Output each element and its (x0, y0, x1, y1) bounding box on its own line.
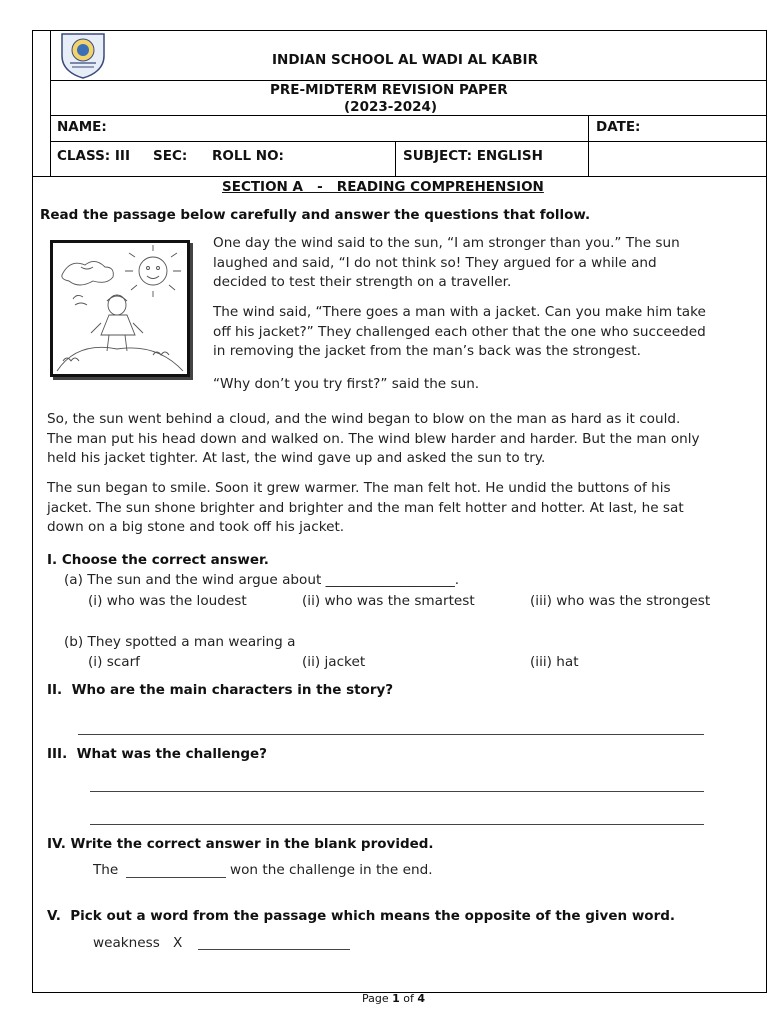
subject-label: SUBJECT: ENGLISH (403, 148, 543, 164)
header-cell-divider (395, 141, 396, 177)
passage-line: held his jacket tighter. At last, the wind gave up and asked the sun to try. (47, 450, 546, 466)
name-label: NAME: (57, 119, 107, 135)
header-divider (50, 80, 767, 81)
question-5-word: weakness (93, 935, 160, 951)
question-1b-option-3: (iii) hat (530, 654, 579, 670)
passage-paragraph-5 (47, 479, 684, 538)
passage-line: in removing the jacket from the man’s back was the strongest. (213, 343, 641, 359)
question-1b-option-1: (i) scarf (88, 654, 140, 670)
passage-line: So, the sun went behind a cloud, and the wind began to blow on the man as hard as it could. (47, 411, 681, 427)
story-illustration (50, 240, 190, 377)
question-4-text-after: won the challenge in the end. (230, 862, 433, 878)
header-divider (32, 176, 767, 177)
question-5-x-mark: X (173, 935, 183, 951)
page-number (362, 992, 425, 1005)
header-border (50, 30, 51, 177)
paper-year: (2023-2024) (344, 99, 438, 115)
header-cell-divider (588, 115, 589, 177)
passage-line: The man put his head down and walked on. The wind blew harder and harder. But the man only (47, 430, 700, 447)
question-1-title: I. Choose the correct answer. (47, 552, 269, 568)
passage-line: down on a big stone and took off his jacket. (47, 519, 345, 535)
question-4-text-before: The (93, 862, 119, 878)
page-of: of (399, 992, 418, 1005)
passage-line: decided to test their strength on a traveller. (213, 274, 512, 290)
blank-line[interactable] (198, 949, 350, 950)
question-1b-stem: (b) They spotted a man wearing a (64, 634, 296, 650)
passage-paragraph-3 (213, 375, 479, 395)
passage-line: The wind said, “There goes a man with a jacket. Can you make him take (213, 304, 706, 320)
question-3-title: III. What was the challenge? (47, 746, 267, 762)
sec-label: SEC: (153, 148, 188, 164)
question-1a-option-3: (iii) who was the strongest (530, 593, 711, 609)
section-title: SECTION A - READING COMPREHENSION (222, 179, 544, 195)
question-1a-option-1: (i) who was the loudest (88, 593, 247, 609)
date-label: DATE: (596, 119, 641, 135)
answer-line[interactable] (90, 791, 704, 792)
passage-line: jacket. The sun shone brighter and brighter and the man felt hotter and hotter. At last, he sat (47, 499, 684, 516)
class-label: CLASS: III (57, 148, 130, 164)
roll-label: ROLL NO: (212, 148, 284, 164)
paper-title: PRE-MIDTERM REVISION PAPER (270, 82, 508, 98)
passage-line: “Why don’t you try first?” said the sun. (213, 376, 480, 392)
header-divider (50, 141, 767, 142)
passage-line: The sun began to smile. Soon it grew warmer. The man felt hot. He undid the buttons of his (47, 480, 671, 496)
passage-paragraph-2 (213, 303, 706, 362)
passage-line: off his jacket?” They challenged each other that the one who succeeded (213, 323, 706, 340)
passage-line: One day the wind said to the sun, “I am stronger than you.” The sun (213, 235, 680, 251)
passage-paragraph-4 (47, 410, 700, 469)
question-2-title: II. Who are the main characters in the story? (47, 682, 394, 698)
question-1a-stem: (a) The sun and the wind argue about ___________________. (64, 572, 460, 588)
passage-paragraph-1 (213, 234, 680, 293)
answer-line[interactable] (90, 824, 704, 825)
page-current: 1 (392, 992, 400, 1005)
page-total: 4 (417, 992, 426, 1005)
header-divider (50, 115, 767, 116)
school-logo (56, 30, 110, 80)
instruction: Read the passage below carefully and answer the questions that follow. (40, 207, 591, 223)
passage-line: laughed and said, “I do not think so! They argued for a while and (213, 254, 657, 271)
blank-line[interactable] (126, 877, 226, 878)
question-4-title: IV. Write the correct answer in the blank provided. (47, 836, 434, 852)
school-name: INDIAN SCHOOL AL WADI AL KABIR (272, 52, 538, 68)
answer-line[interactable] (78, 734, 704, 735)
page-prefix: Page (362, 992, 393, 1005)
question-1a-option-2: (ii) who was the smartest (302, 593, 475, 609)
question-5-title: V. Pick out a word from the passage which means the opposite of the given word. (47, 908, 676, 924)
question-1b-option-2: (ii) jacket (302, 654, 366, 670)
